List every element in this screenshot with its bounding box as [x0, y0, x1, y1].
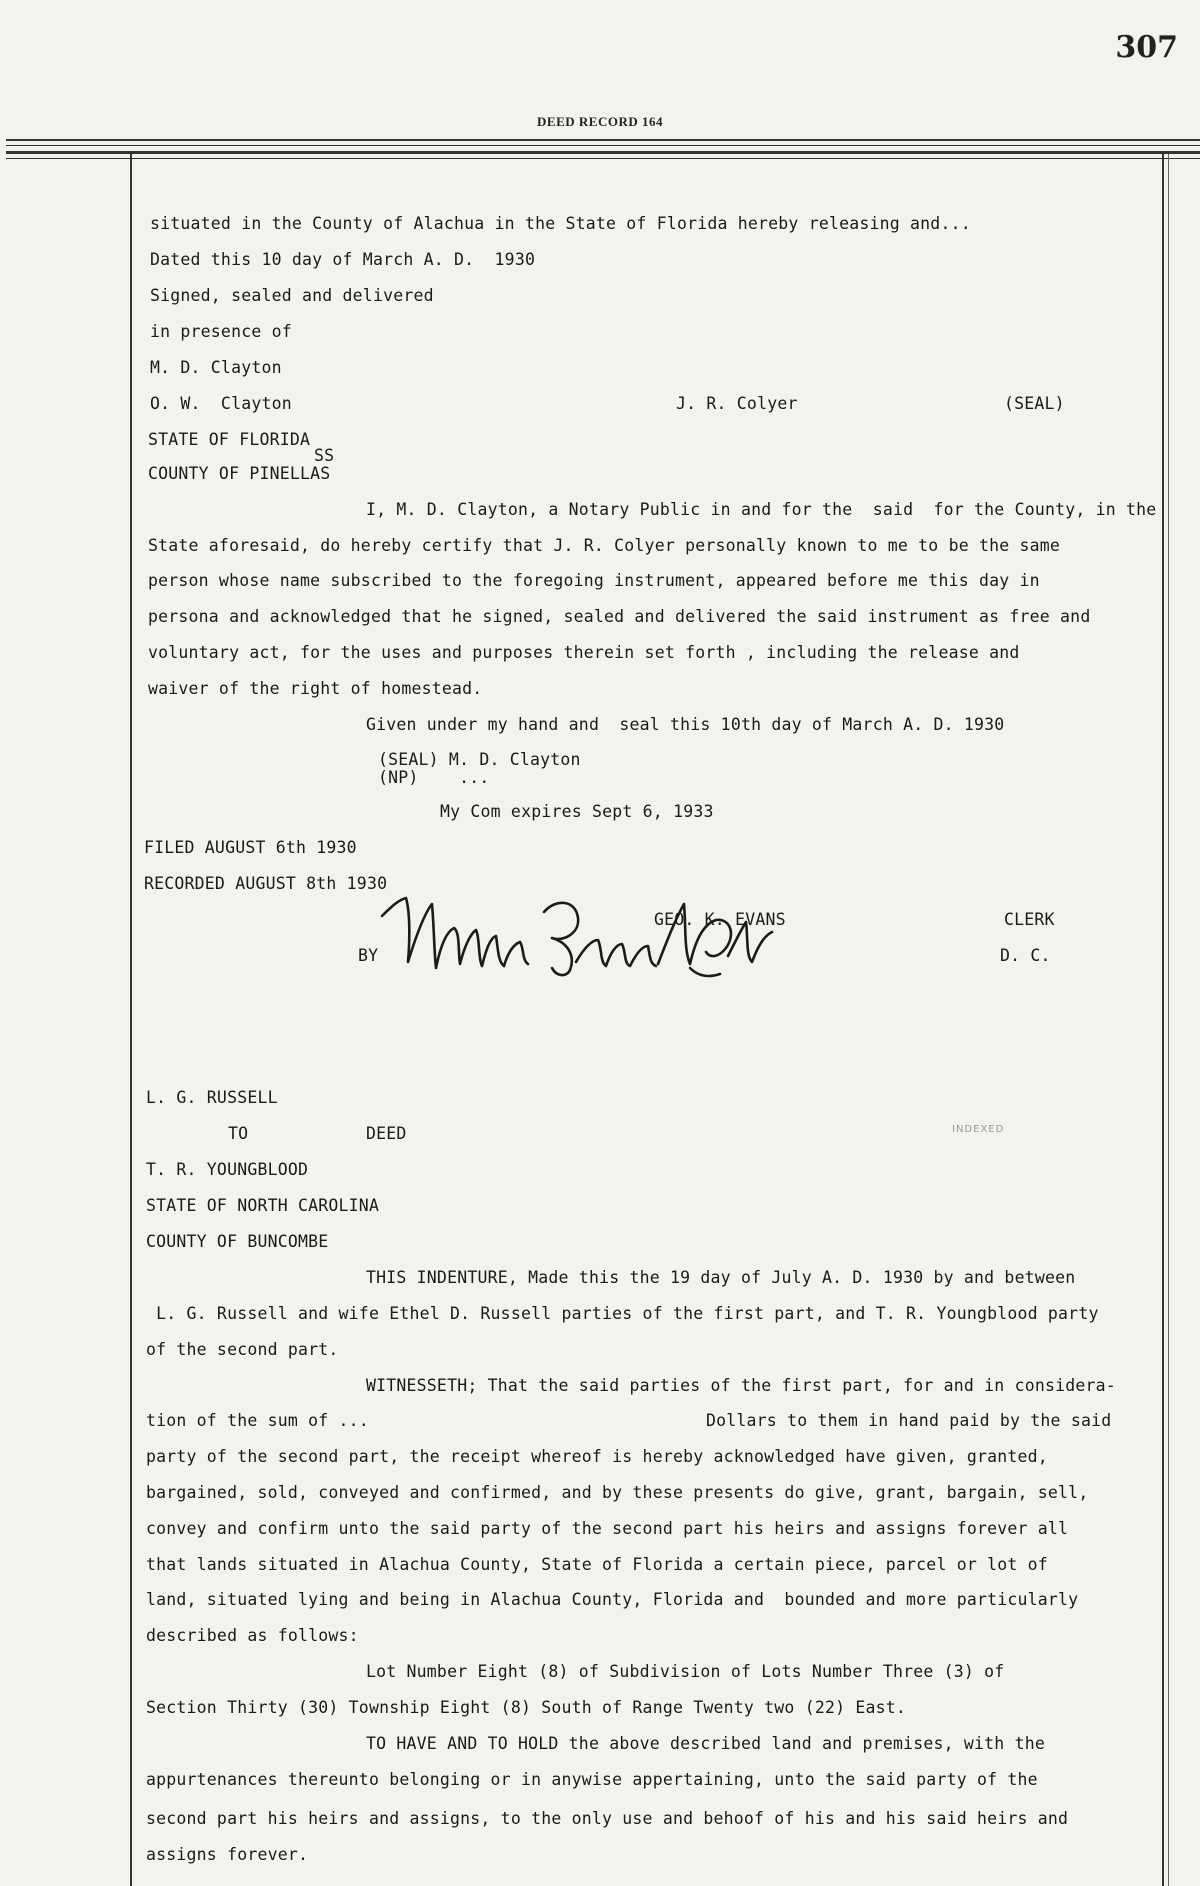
text-line: bargained, sold, conveyed and confirmed, and by these presents do give, grant, bargain, sell,	[146, 1483, 1089, 1502]
deputy-clerk-label: D. C.	[1000, 946, 1051, 965]
handwritten-signature	[380, 878, 780, 988]
text-line: in presence of	[150, 322, 292, 341]
header-rule	[6, 158, 1200, 159]
notary-seal: (SEAL) M. D. Clayton	[378, 750, 581, 769]
header-rule	[6, 139, 1200, 141]
text-line: L. G. Russell and wife Ethel D. Russell parties of the first part, and T. R. Youngblood party	[146, 1304, 1099, 1323]
text-line: appurtenances thereunto belonging or in anywise appertaining, unto the said party of the	[146, 1770, 1038, 1789]
clerk-name: GEO. K. EVANS	[654, 910, 786, 929]
text-line: tion of the sum of ...	[146, 1411, 369, 1430]
page-number: 307	[1115, 30, 1178, 65]
book-title: DEED RECORD 164	[537, 114, 663, 129]
text-line: TO HAVE AND TO HOLD the above described land and premises, with the	[366, 1734, 1045, 1753]
seal-mark: (SEAL)	[1004, 394, 1065, 413]
text-line: voluntary act, for the uses and purposes therein set forth , including the release and	[148, 643, 1020, 662]
grantor-heading: L. G. RUSSELL	[146, 1088, 278, 1107]
text-line: convey and confirm unto the said party of the second part his heirs and assigns forever all	[146, 1519, 1069, 1538]
ss-mark: SS	[314, 446, 335, 465]
indexed-stamp: INDEXED	[952, 1124, 1005, 1135]
text-line: described as follows:	[146, 1626, 359, 1645]
state-heading: STATE OF FLORIDA	[148, 430, 311, 449]
text-line: State aforesaid, do hereby certify that J. R. Colyer personally known to me to be the same	[148, 536, 1061, 555]
text-line: I, M. D. Clayton, a Notary Public in and for the said for the County, in the	[366, 500, 1157, 519]
header-rule	[6, 151, 1200, 154]
deed-label: DEED	[366, 1124, 407, 1143]
left-margin-rule	[130, 154, 132, 1886]
text-line: persona and acknowledged that he signed, sealed and delivered the said instrument as free and	[148, 607, 1091, 626]
text-line: of the second part.	[146, 1340, 339, 1359]
text-line: assigns forever.	[146, 1845, 309, 1864]
to-label: TO	[228, 1124, 249, 1143]
legal-description: Section Thirty (30) Township Eight (8) South of Range Twenty two (22) East.	[146, 1698, 907, 1717]
witness-name: O. W. Clayton	[150, 394, 292, 413]
text-line: THIS INDENTURE, Made this the 19 day of July A. D. 1930 by and between	[366, 1268, 1076, 1287]
text-line: second part his heirs and assigns, to the only use and behoof of his and his said heirs and	[146, 1809, 1069, 1828]
text-line: party of the second part, the receipt whereof is hereby acknowledged have given, granted,	[146, 1447, 1048, 1466]
text-line: Dated this 10 day of March A. D. 1930	[150, 250, 536, 269]
text-line: Given under my hand and seal this 10th day of March A. D. 1930	[366, 715, 1005, 734]
recorded-date: RECORDED AUGUST 8th 1930	[144, 874, 388, 893]
text-line: Dollars to them in hand paid by the said	[706, 1411, 1112, 1430]
county-heading: COUNTY OF PINELLAS	[148, 464, 331, 483]
state-heading: STATE OF NORTH CAROLINA	[146, 1196, 380, 1215]
signer-name: J. R. Colyer	[676, 394, 798, 413]
notary-seal: (NP) ...	[378, 768, 490, 787]
witness-name: M. D. Clayton	[150, 358, 282, 377]
filed-date: FILED AUGUST 6th 1930	[144, 838, 357, 857]
commission-expiry: My Com expires Sept 6, 1933	[440, 802, 714, 821]
right-margin-rule	[1162, 154, 1164, 1886]
right-margin-rule	[1168, 154, 1169, 1886]
text-line: WITNESSETH; That the said parties of the first part, for and in considera-	[366, 1376, 1116, 1395]
header-rule	[6, 145, 1200, 146]
grantee-heading: T. R. YOUNGBLOOD	[146, 1160, 309, 1179]
text-line: land, situated lying and being in Alachua County, Florida and bounded and more particularly	[146, 1590, 1079, 1609]
legal-description: Lot Number Eight (8) of Subdivision of Lots Number Three (3) of	[366, 1662, 1005, 1681]
text-line: waiver of the right of homestead.	[148, 679, 483, 698]
text-line: person whose name subscribed to the foregoing instrument, appeared before me this day in	[148, 571, 1040, 590]
text-line: Signed, sealed and delivered	[150, 286, 434, 305]
text-line: situated in the County of Alachua in the State of Florida hereby releasing and...	[150, 214, 971, 233]
county-heading: COUNTY OF BUNCOMBE	[146, 1232, 329, 1251]
text-line: that lands situated in Alachua County, State of Florida a certain piece, parcel or lot of	[146, 1555, 1048, 1574]
clerk-title: CLERK	[1004, 910, 1055, 929]
by-label: BY	[358, 946, 379, 965]
